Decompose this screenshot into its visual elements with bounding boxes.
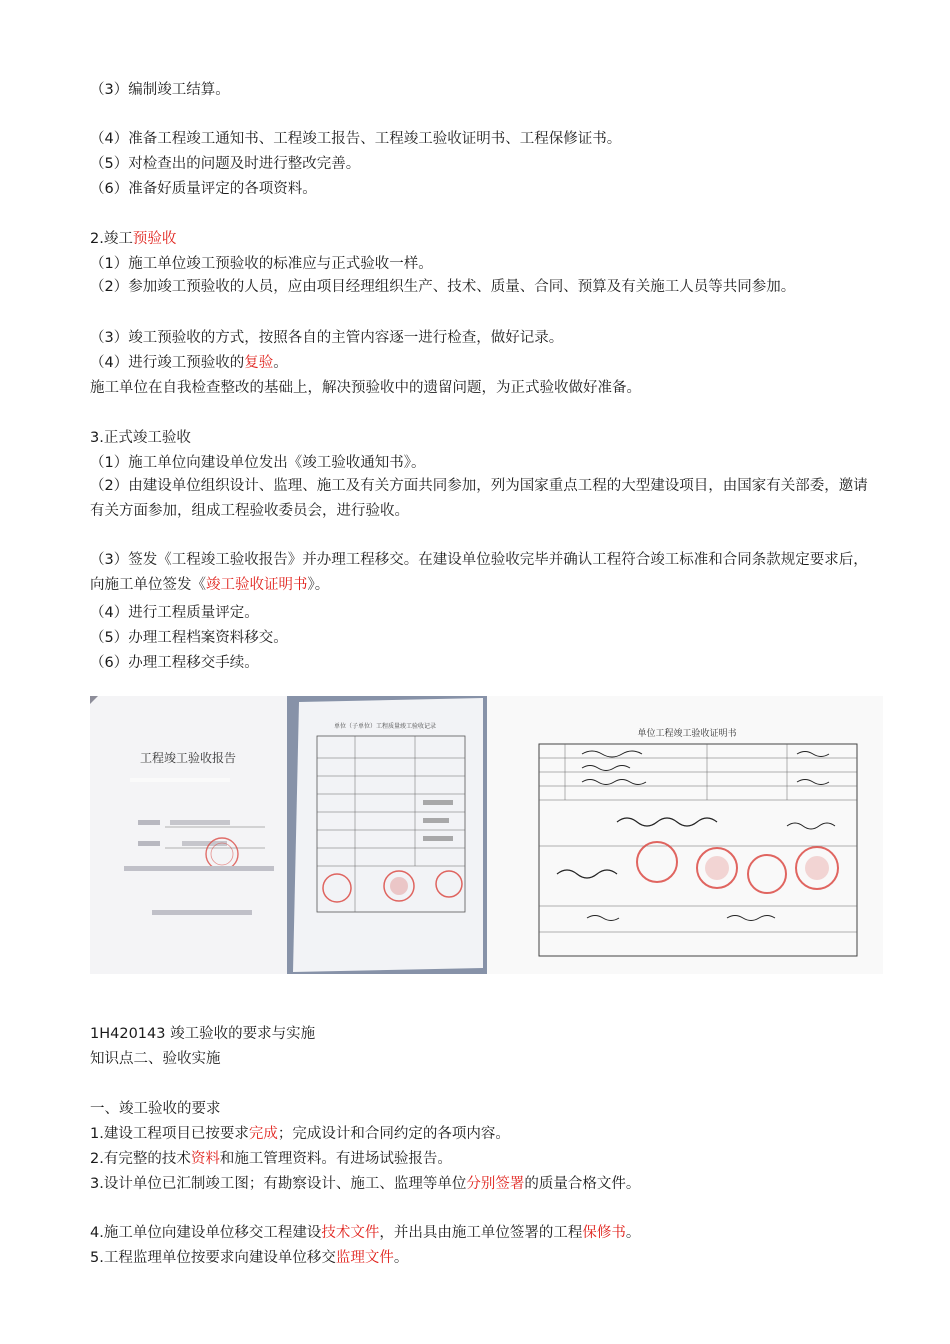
section3-item3-highlight: 竣工验收证明书	[206, 577, 308, 593]
requirement-2-highlight: 资料	[190, 1151, 220, 1167]
section2-note: 施工单位在自我检查整改的基础上，解决预验收中的遗留问题，为正式验收做好准备。	[90, 380, 641, 396]
photo-acceptance-certificate	[487, 696, 883, 974]
section3-item3	[90, 548, 880, 598]
requirement-3-suffix: 的质量合格文件。	[524, 1176, 641, 1192]
section2-item3: （3）竣工预验收的方式，按照各自的主管内容逐一进行检查，做好记录。	[90, 330, 564, 346]
section3-item5: （5）办理工程档案资料移交。	[90, 630, 288, 646]
photo-quality-record	[287, 696, 487, 974]
item-prepare-documents: （4）准备工程竣工通知书、工程竣工报告、工程竣工验收证明书、工程保修证书。	[90, 131, 622, 147]
section2-item4-prefix: （4）进行竣工预验收的	[90, 355, 245, 371]
section3-item4: （4）进行工程质量评定。	[90, 605, 259, 621]
requirement-5-prefix: 5.工程监理单位按要求向建设单位移交	[90, 1250, 336, 1266]
section3-title: 3.正式竣工验收	[90, 430, 191, 446]
requirement-1-highlight: 完成	[248, 1126, 278, 1142]
requirement-2	[90, 1149, 452, 1169]
photo-quality-record-image	[287, 696, 487, 974]
document-photos	[90, 696, 883, 974]
requirement-1	[90, 1124, 510, 1144]
requirement-4	[90, 1223, 640, 1243]
photo-completion-report	[90, 696, 287, 974]
part2-heading: 1H420143 竣工验收的要求与实施	[90, 1026, 316, 1042]
photo1-title: 工程竣工验收报告	[139, 751, 237, 765]
requirement-2-suffix: 和施工管理资料。有进场试验报告。	[219, 1151, 452, 1167]
section2-title-prefix: 2.竣工	[90, 231, 133, 247]
section2-item2: （2）参加竣工预验收的人员，应由项目经理组织生产、技术、质量、合同、预算及有关施工人员等共同参加。	[90, 279, 796, 295]
section2-item4-suffix: 。	[273, 355, 288, 371]
requirement-1-prefix: 1.建设工程项目已按要求	[90, 1126, 249, 1142]
item-quality-materials: （6）准备好质量评定的各项资料。	[90, 181, 317, 197]
requirements-title: 一、竣工验收的要求	[90, 1101, 221, 1117]
section3-item2: （2）由建设单位组织设计、监理、施工及有关方面共同参加，列为国家重点工程的大型建设项目，由国家有关部委，邀请有关方面参加，组成工程验收委员会，进行验收。	[90, 478, 868, 519]
section2-item4-highlight: 复验	[244, 355, 274, 371]
section2-title-highlight: 预验收	[132, 231, 177, 247]
section3-item3-prefix: （3）签发《工程竣工验收报告》并办理工程移交。在建设单位验收完毕并确认工程符合竣工标准和合同条款规定要求后，向施工单位签发《	[90, 552, 868, 593]
requirement-2-prefix: 2.有完整的技术	[90, 1151, 191, 1167]
section3-item3-suffix: 》。	[307, 577, 330, 593]
requirement-4-middle: ，并出具由施工单位签署的工程	[379, 1225, 583, 1241]
section2-title	[90, 229, 176, 249]
photo-acceptance-certificate-image	[487, 696, 883, 974]
item-prepare-settlement: （3）编制竣工结算。	[90, 82, 230, 98]
requirement-5	[90, 1248, 408, 1268]
section2-item4	[90, 353, 288, 373]
requirement-5-highlight: 监理文件	[335, 1250, 394, 1266]
requirement-4-highlight-1: 技术文件	[321, 1225, 380, 1241]
requirement-3	[90, 1174, 640, 1194]
photo2-title: 单位（子单位）工程质量竣工验收记录	[333, 723, 437, 730]
requirement-4-highlight-2: 保修书	[582, 1225, 626, 1241]
photo3-title: 单位工程竣工验收证明书	[637, 729, 737, 739]
item-rectify-problems: （5）对检查出的问题及时进行整改完善。	[90, 156, 361, 172]
requirement-4-suffix: 。	[625, 1225, 641, 1241]
requirement-3-prefix: 3.设计单位已汇制竣工图；有勘察设计、施工、监理等单位	[90, 1176, 467, 1192]
photo-completion-report-image	[90, 696, 287, 974]
section3-item6: （6）办理工程移交手续。	[90, 655, 259, 671]
requirement-3-highlight: 分别签署	[466, 1176, 525, 1192]
requirement-4-prefix: 4.施工单位向建设单位移交工程建设	[90, 1225, 322, 1241]
section3-item1: （1）施工单位向建设单位发出《竣工验收通知书》。	[90, 455, 426, 471]
requirement-1-suffix: ；完成设计和合同约定的各项内容。	[277, 1126, 510, 1142]
requirement-5-suffix: 。	[393, 1250, 409, 1266]
part2-subheading: 知识点二、验收实施	[90, 1051, 221, 1067]
section2-item1: （1）施工单位竣工预验收的标准应与正式验收一样。	[90, 256, 433, 272]
